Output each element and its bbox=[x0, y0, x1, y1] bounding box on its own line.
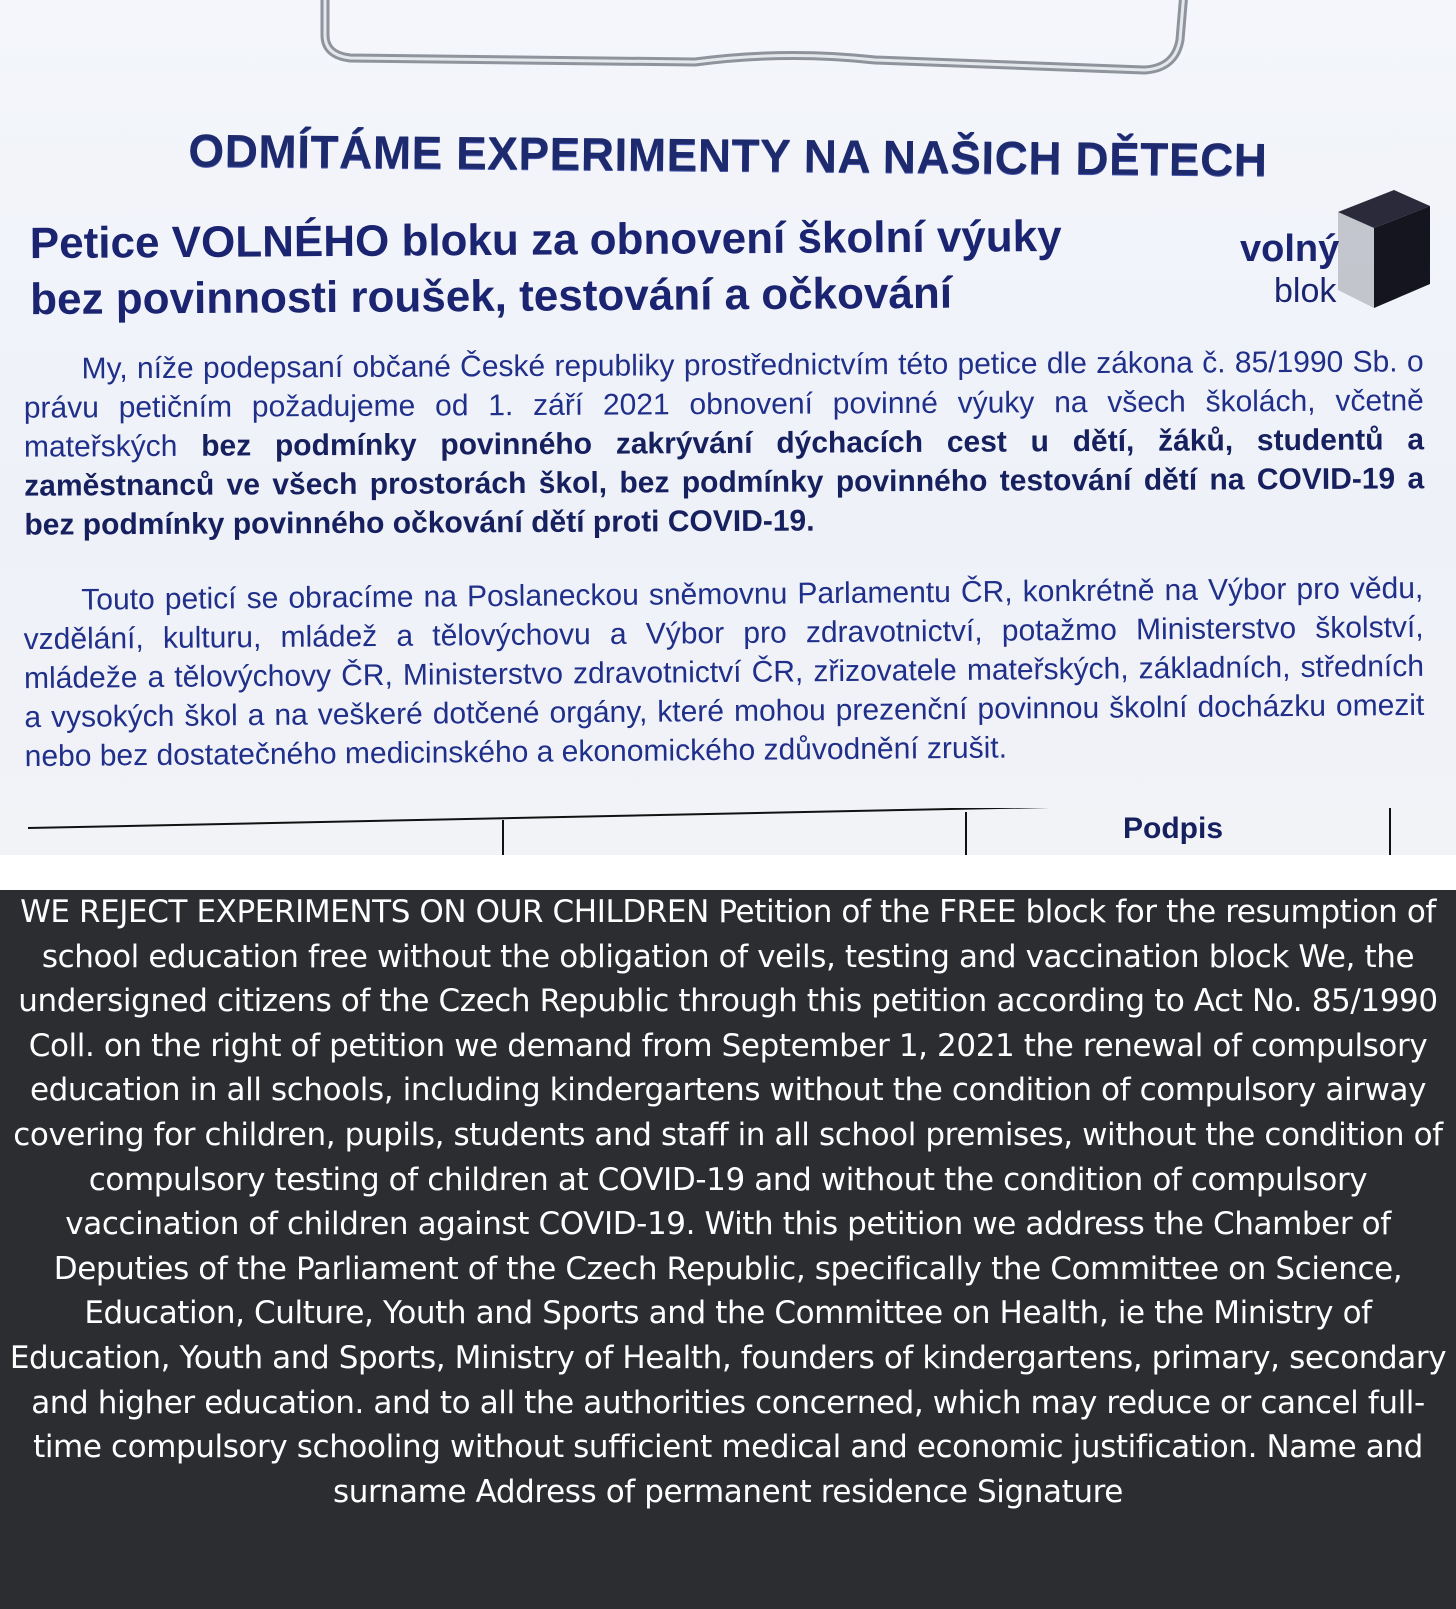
translation-text: WE REJECT EXPERIMENTS ON OUR CHILDREN Petition of the FREE block for the resumption of school education free without the obligation of veils, testing and vaccination block We, the undersigned citizens of the Czech Republic through this petition according to Act No. 85/1990 Coll. on the right of petition we demand from September 1, 2021 the renewal of compulsory education in all schools, including kindergartens without the condition of compulsory airway covering for children, pupils, students and staff in all school premises, without the condition of compulsory testing of children at COVID-19 and without the condition of compulsory vaccination of children against COVID-19. With this petition we address the Chamber of Deputies of the Parliament of the Czech Republic, specifically the Committee on Science, Education, Culture, Youth and Sports and the Committee on Health, ie the Ministry of Education, Youth and Sports, Ministry of Health, founders of kindergartens, primary, secondary and higher education. and to all the authorities concerned, which may reduce or cancel full-time compulsory schooling without sufficient medical and economic justification. Name and surname Address of permanent residence Signature bbox=[9, 894, 1447, 1510]
translation-caption bbox=[0, 890, 1456, 1609]
paragraph-1-bold-text: bez podmínky povinného zakrývání dýchacích cest u dětí, žáků, studentů a zaměstnanců ve všech prostorách škol, bez podmínky povinného testování dětí na COVID-19 a bez podmínky povinného očkování dětí proti COVID-19. bbox=[24, 423, 1425, 542]
volny-blok-logo bbox=[1232, 190, 1432, 320]
petition-subtitle bbox=[30, 208, 1211, 328]
signature-table-header bbox=[28, 808, 1428, 855]
petition-paragraph-1 bbox=[23, 342, 1424, 544]
paragraph-1-text: My, níže podepsaní občané České republiky prostřednictvím této petice dle zákona č. 85/1990 Sb. o právu petičním požadujeme od 1. září 2021 obnovení povinné výuky na všech školách, včetně mateřských bbox=[23, 345, 1424, 464]
subtitle-line-1: Petice VOLNÉHO bloku za obnovení školní výuky bbox=[29, 211, 1062, 269]
logo-text-volny: volný bbox=[1240, 228, 1340, 270]
petition-paragraph-2: Touto peticí se obracíme na Poslaneckou sněmovnu Parlamentu ČR, konkrétně na Výbor pro vědu, vzdělání, kulturu, mládež a tělovýchovu a Výbor pro zdravotnictví, potažmo Ministerstvo školství, mládeže a tělovýchovy ČR, Ministerstvo zdravotnictví ČR, zřizovatele mateřských, základních, středních a vysokých škol a na veškeré dotčené orgány, které mohou prezenční povinnou školní docházku omezit nebo bez dostatečného medicinského a ekonomického zdůvodnění zrušit. bbox=[23, 571, 1425, 774]
petition-heading: ODMÍTÁME EXPERIMENTY NA NAŠICH DĚTECH bbox=[188, 124, 1268, 186]
subtitle-line-2: bez povinnosti roušek, testování a očkování bbox=[30, 268, 953, 325]
cube-logo-icon bbox=[1338, 190, 1430, 308]
table-column-signature: Podpis bbox=[1123, 812, 1224, 845]
logo-text-blok: blok bbox=[1274, 272, 1337, 310]
clipboard-clip-icon bbox=[315, 0, 1215, 100]
image-gap bbox=[0, 855, 1456, 890]
